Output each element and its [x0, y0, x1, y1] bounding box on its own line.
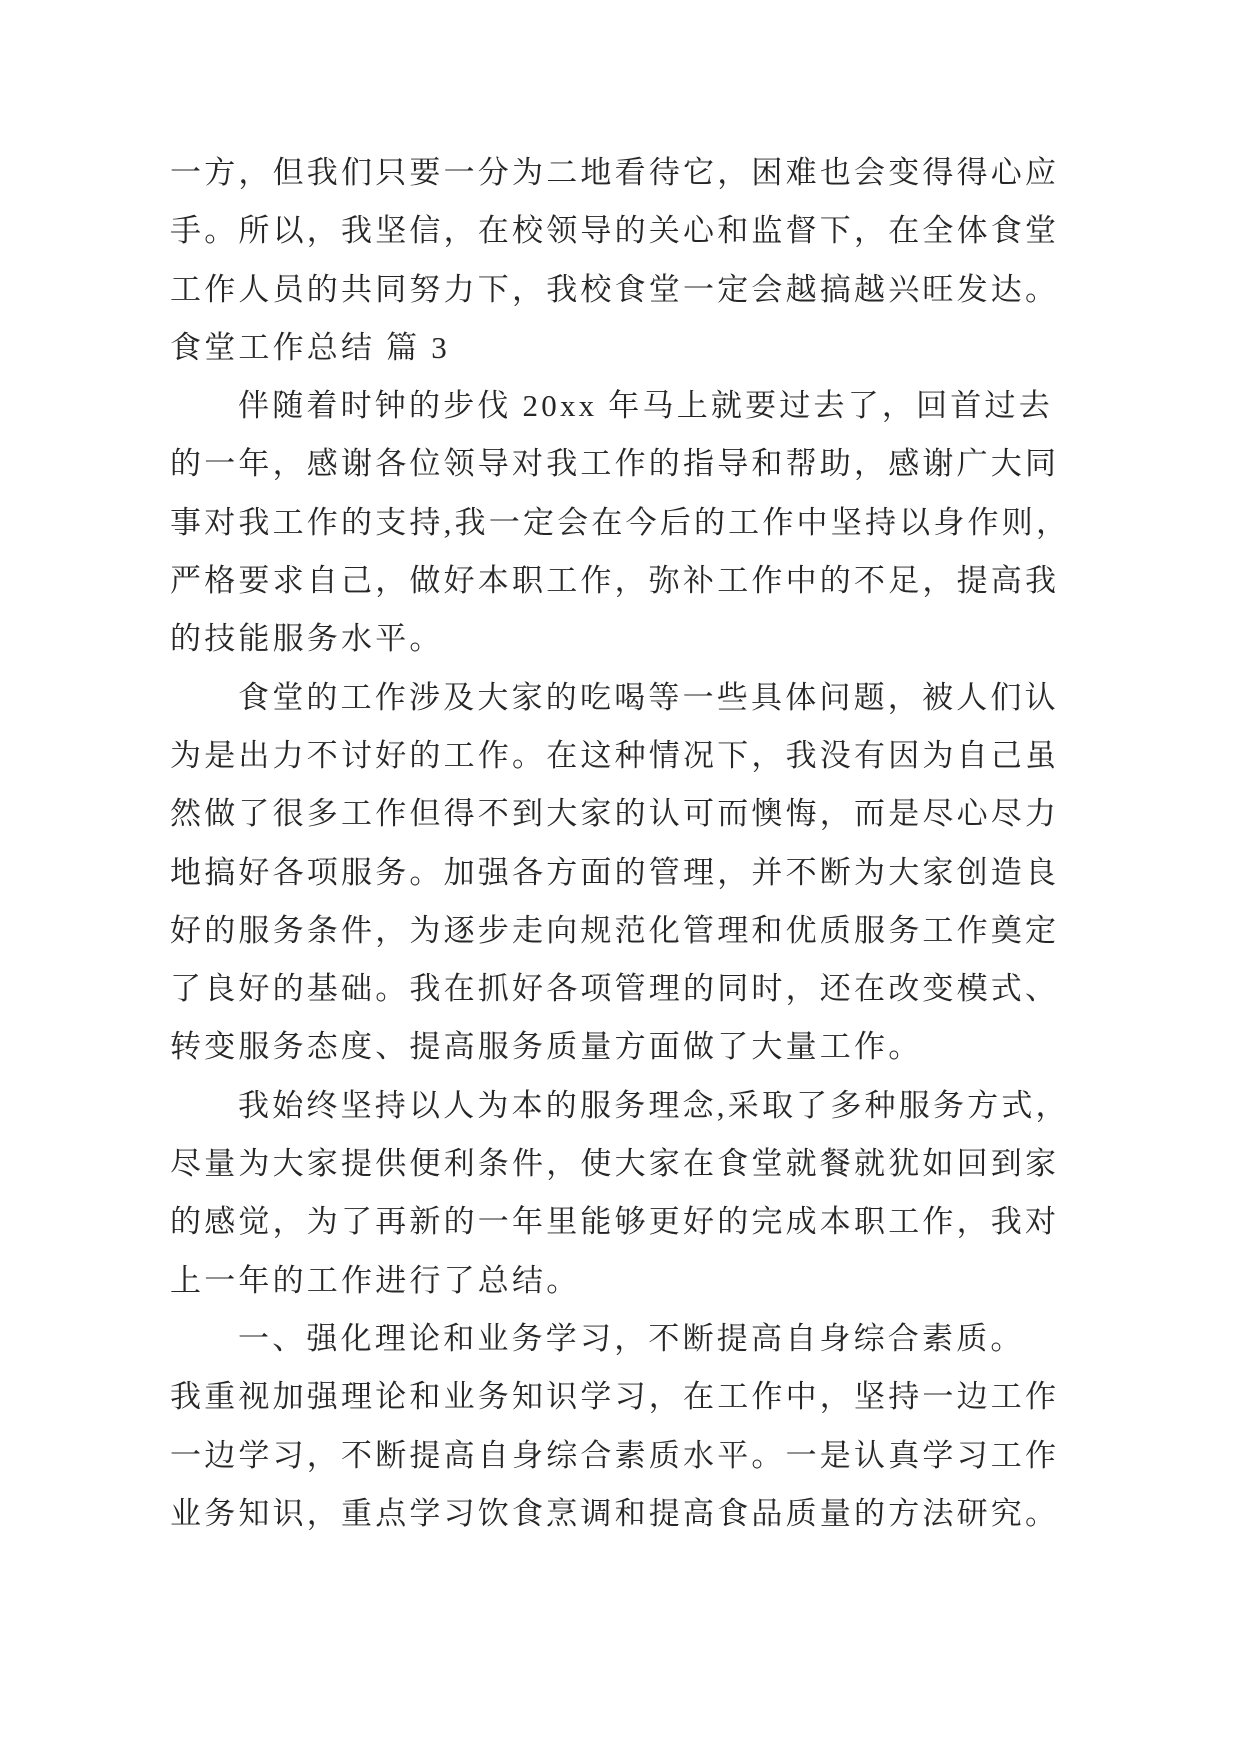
text-line: 转变服务态度、提高服务质量方面做了大量工作。	[170, 1029, 923, 1065]
text-line: 然做了很多工作但得不到大家的认可而懊悔，而是尽心尽力	[170, 796, 1060, 832]
text-line: 手。所以，我坚信，在校领导的关心和监督下，在全体食堂	[170, 213, 1060, 249]
text-line: 一方，但我们只要一分为二地看待它，困难也会变得得心应	[170, 155, 1060, 190]
text-line: 的感觉，为了再新的一年里能够更好的完成本职工作，我对	[170, 1204, 1060, 1240]
text-line: 了良好的基础。我在抓好各项管理的同时，还在改变模式、	[170, 971, 1060, 1007]
text-line: 上一年的工作进行了总结。	[170, 1262, 581, 1298]
text-line: 事对我工作的支持,我一定会在今后的工作中坚持以身作则，	[170, 504, 1071, 540]
text-block	[170, 144, 1070, 1543]
text-line: 一、强化理论和业务学习，不断提高自身综合素质。	[238, 1320, 1025, 1356]
text-line: 严格要求自己，做好本职工作，弥补工作中的不足，提高我	[170, 563, 1060, 599]
text-line: 我重视加强理论和业务知识学习，在工作中，坚持一边工作	[170, 1379, 1060, 1415]
text-line: 的一年，感谢各位领导对我工作的指导和帮助，感谢广大同	[170, 446, 1060, 482]
text-line: 我始终坚持以人为本的服务理念,采取了多种服务方式，	[238, 1087, 1070, 1123]
text-line: 地搞好各项服务。加强各方面的管理，并不断为大家创造良	[170, 854, 1060, 890]
text-line: 好的服务条件，为逐步走向规范化管理和优质服务工作奠定	[170, 912, 1060, 948]
text-line: 尽量为大家提供便利条件，使大家在食堂就餐就犹如回到家	[170, 1146, 1060, 1182]
text-line: 的技能服务水平。	[170, 621, 444, 657]
text-line: 食堂的工作涉及大家的吃喝等一些具体问题，被人们认	[238, 679, 1059, 715]
text-line: 伴随着时钟的步伐 20xx 年马上就要过去了，回首过去	[238, 388, 1053, 424]
text-line: 食堂工作总结 篇 3	[170, 329, 450, 365]
text-line: 为是出力不讨好的工作。在这种情况下，我没有因为自己虽	[170, 737, 1060, 773]
text-line: 业务知识，重点学习饮食烹调和提高食品质量的方法研究。	[170, 1495, 1060, 1531]
text-line: 一边学习，不断提高自身综合素质水平。一是认真学习工作	[170, 1437, 1060, 1473]
text-line: 工作人员的共同努力下，我校食堂一定会越搞越兴旺发达。	[170, 271, 1060, 307]
